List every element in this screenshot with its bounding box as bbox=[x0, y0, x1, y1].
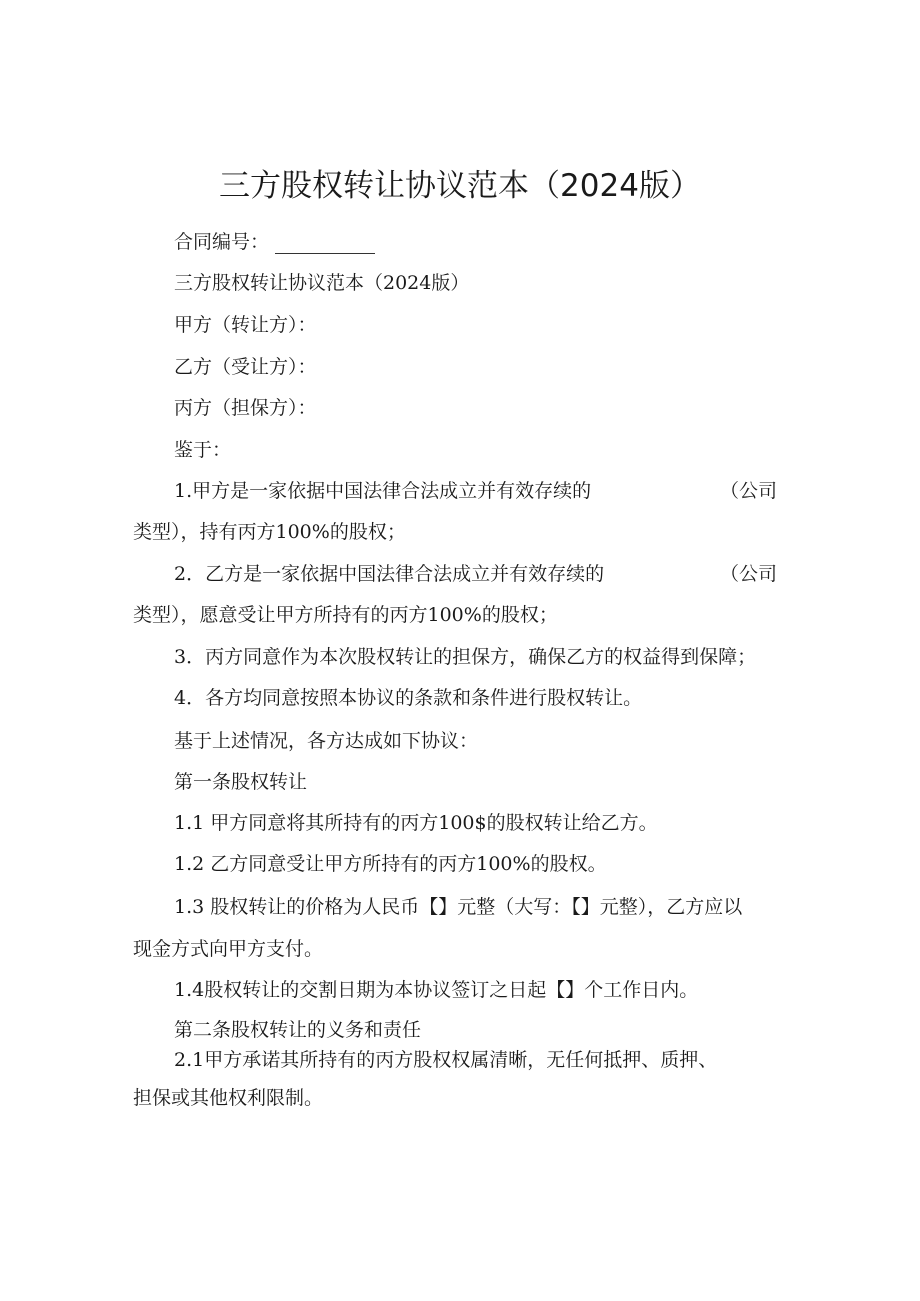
recital-2-company-type: （公司 bbox=[720, 563, 778, 585]
recital-1-company-type: （公司 bbox=[720, 480, 778, 502]
recital-2-line-2: 类型），愿意受让甲方所持有的丙方100%的股权； bbox=[133, 604, 558, 626]
contract-number-line bbox=[174, 230, 375, 254]
document-subtitle: 三方股权转让协议范本（2024版） bbox=[174, 272, 470, 294]
recital-1-line-2: 类型），持有丙方100%的股权； bbox=[133, 521, 406, 543]
clause-2-1-line-2: 担保或其他权利限制。 bbox=[133, 1087, 324, 1109]
whereas-heading: 鉴于： bbox=[174, 439, 232, 461]
clause-1-4: 1.4股权转让的交割日期为本协议签订之日起【】个工作日内。 bbox=[174, 979, 699, 1001]
clause-2-1-line-1: 2.1甲方承诺其所持有的丙方股权权属清晰，无任何抵押、质押、 bbox=[174, 1049, 718, 1071]
clause-1-3-line-2: 现金方式向甲方支付。 bbox=[133, 938, 324, 960]
party-b-label: 乙方（受让方）： bbox=[174, 356, 317, 378]
contract-number-label: 合同编号： bbox=[174, 231, 270, 253]
clause-1-1: 1.1 甲方同意将其所持有的丙方100$的股权转让给乙方。 bbox=[174, 812, 658, 834]
clause-1-3-line-1: 1.3 股权转让的价格为人民币【】元整（大写：【】元整），乙方应以 bbox=[174, 896, 743, 918]
party-a-label: 甲方（转让方）： bbox=[174, 314, 317, 336]
party-c-label: 丙方（担保方）： bbox=[174, 397, 317, 419]
agreement-intro: 基于上述情况，各方达成如下协议： bbox=[174, 730, 479, 752]
article-1-heading: 第一条股权转让 bbox=[174, 771, 308, 793]
recital-1-line-1: 1.甲方是一家依据中国法律合法成立并有效存续的 bbox=[174, 480, 592, 502]
recital-2-line-1: 2．乙方是一家依据中国法律合法成立并有效存续的 bbox=[174, 563, 605, 585]
clause-1-2: 1.2 乙方同意受让甲方所持有的丙方100%的股权。 bbox=[174, 853, 607, 875]
recital-4: 4．各方均同意按照本协议的条款和条件进行股权转让。 bbox=[174, 687, 643, 709]
article-2-heading: 第二条股权转让的义务和责任 bbox=[174, 1019, 422, 1041]
recital-3: 3．丙方同意作为本次股权转让的担保方，确保乙方的权益得到保障； bbox=[174, 646, 757, 668]
document-title: 三方股权转让协议范本（2024版） bbox=[219, 168, 701, 204]
contract-number-blank bbox=[275, 235, 375, 254]
